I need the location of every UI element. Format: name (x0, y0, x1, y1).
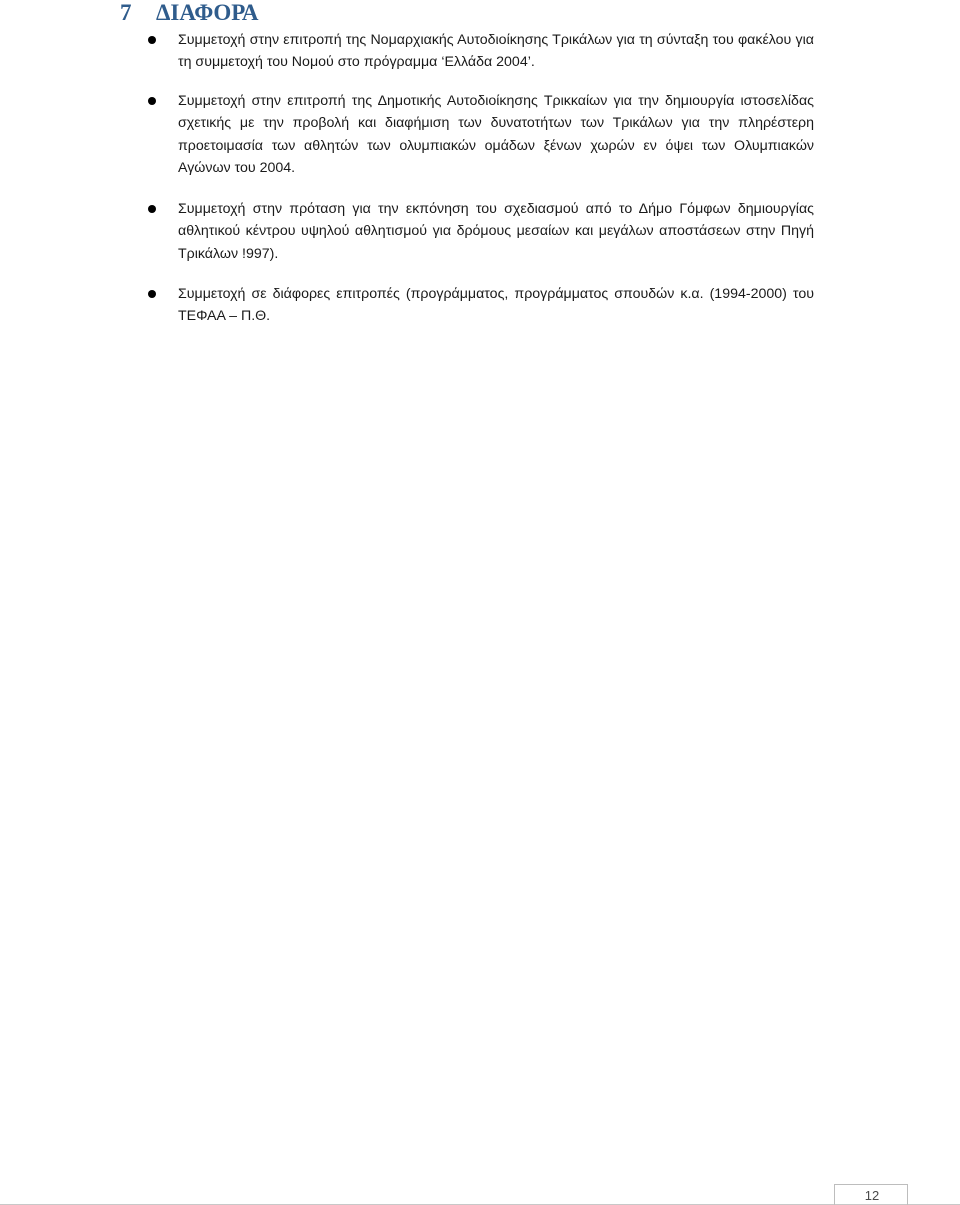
section-title: ΔΙΑΦΟΡΑ (156, 0, 259, 25)
list-item-text: Συμμετοχή στην πρόταση για την εκπόνηση του σχεδιασμού από το Δήμο Γόμφων δημιουργίας αθλητικού κέντρου υψηλού αθλητισμού για δρόμους μεσαίων και μεγάλων αποστάσεων στην Πηγή Τρικάλων !997). (178, 201, 814, 262)
bullet-icon (148, 97, 156, 105)
list-item-text: Συμμετοχή σε διάφορες επιτροπές (προγράμματος, προγράμματος σπουδών κ.α. (1994-2000) του ΤΕΦΑΑ – Π.Θ. (178, 286, 814, 325)
page-number-box (834, 1184, 908, 1205)
bullet-icon (148, 205, 156, 213)
list-item-text: Συμμετοχή στην επιτροπή της Νομαρχιακής Αυτοδιοίκησης Τρικάλων για τη σύνταξη του φακέλου για τη συμμετοχή του Νομού στο πρόγραμμα ‘Ελλάδα 2004’. (178, 32, 814, 71)
bullet-icon (148, 290, 156, 298)
bullet-icon (148, 36, 156, 44)
section-number: 7 (120, 0, 132, 25)
section-heading (120, 0, 259, 26)
page-number: 12 (864, 1188, 880, 1203)
list-item-text: Συμμετοχή στην επιτροπή της Δημοτικής Αυτοδιοίκησης Τρικκαίων για την δημιουργία ιστοσελίδας σχετικής με την προβολή και διαφήμιση των δυνατοτήτων των Τρικάλων για την πληρέστερη προετοιμασία των αθλητών των ολυμπιακών ομάδων ξένων χωρών εν όψει των Ολυμπιακών Αγώνων του 2004. (178, 93, 814, 177)
